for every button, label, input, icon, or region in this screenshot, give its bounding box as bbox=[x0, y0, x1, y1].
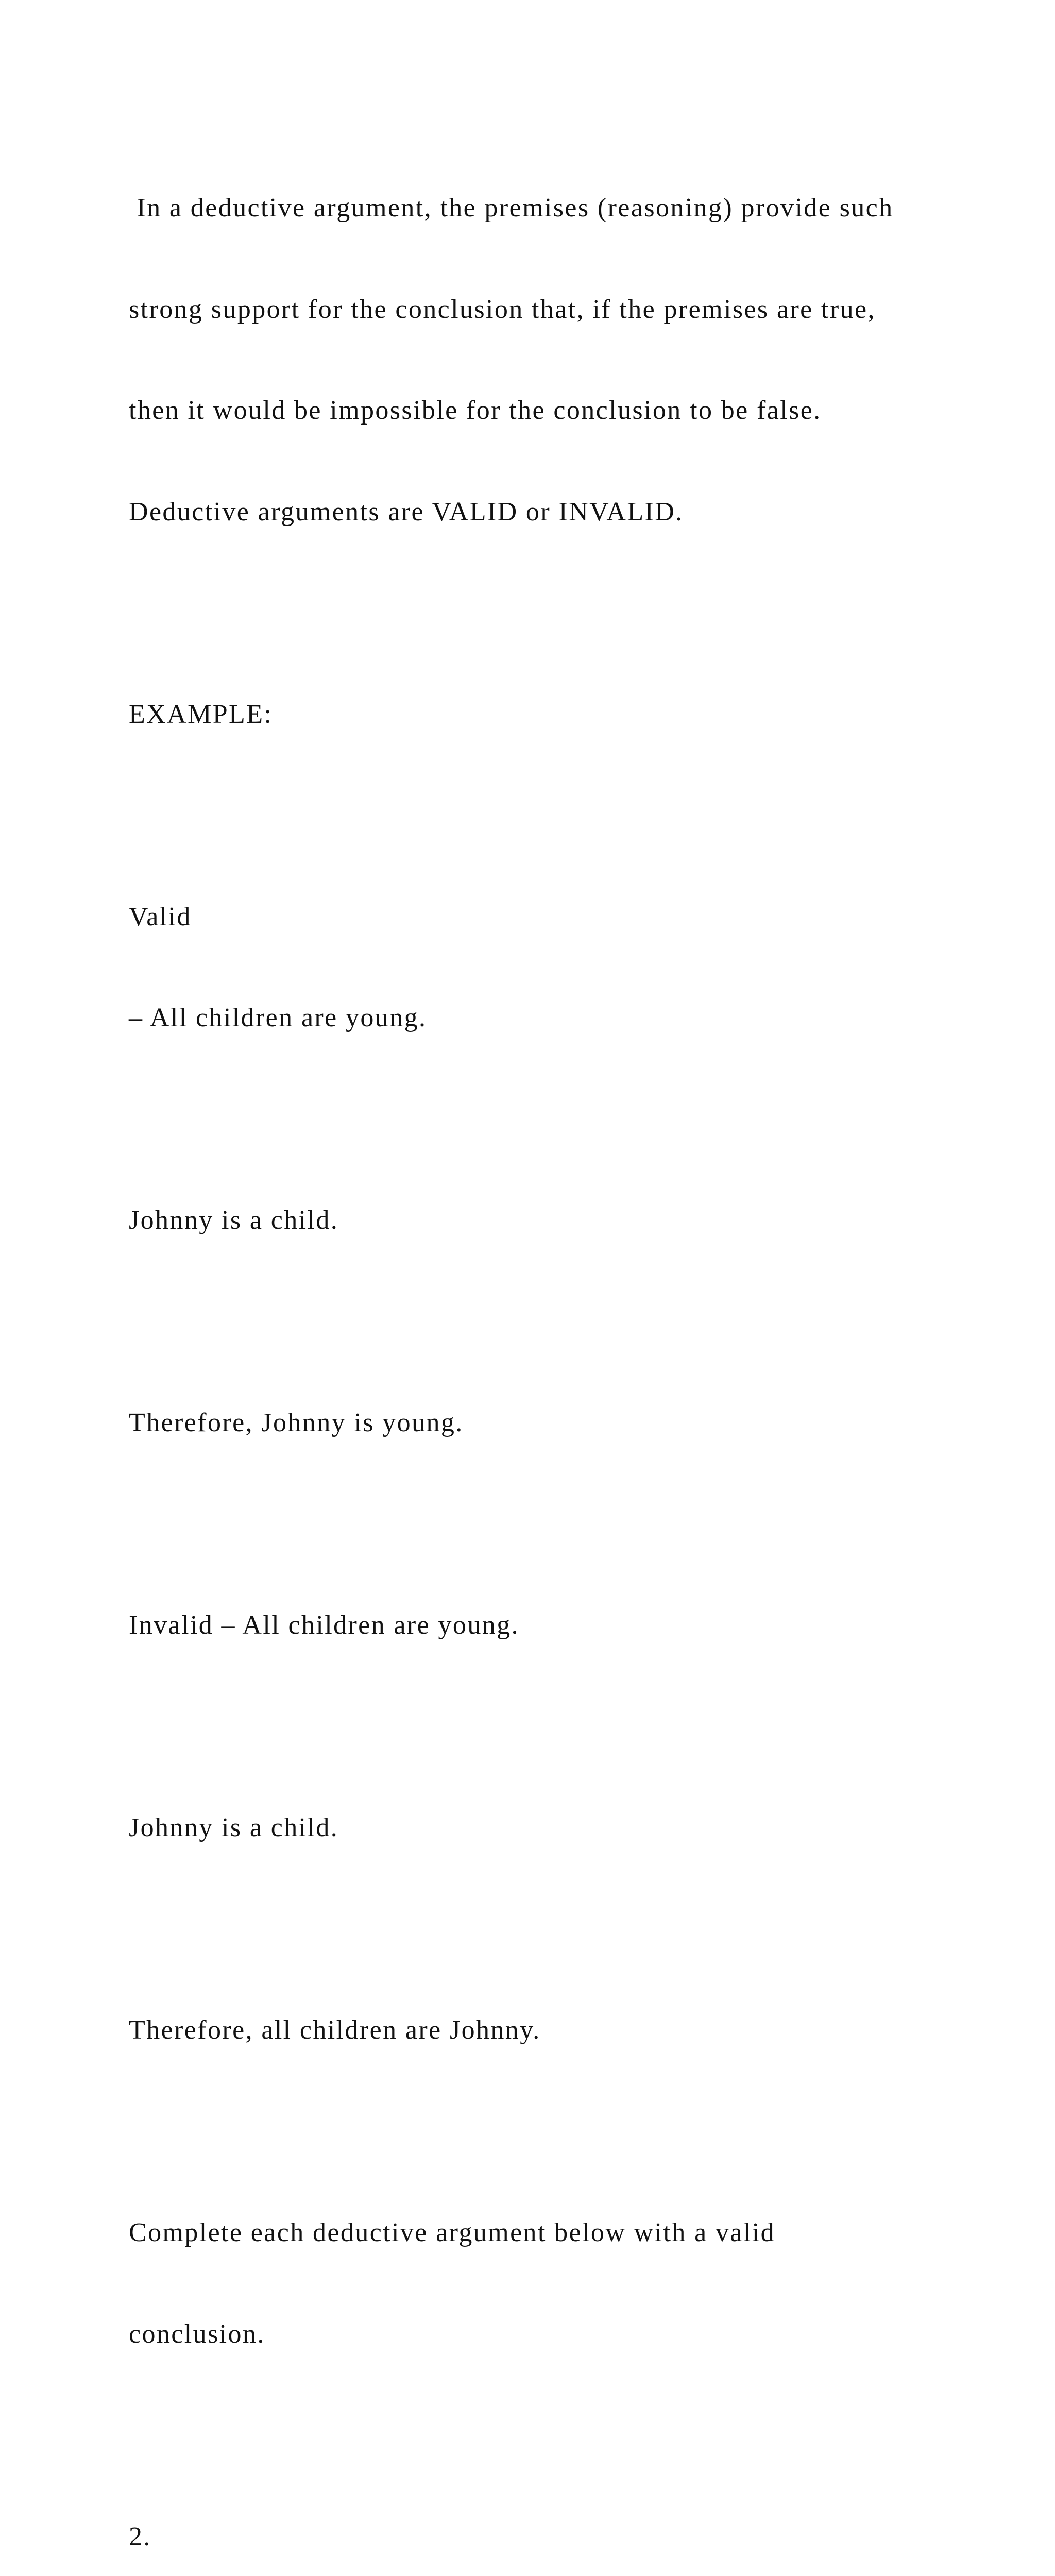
valid-label: Valid bbox=[129, 902, 192, 931]
spacer bbox=[129, 596, 979, 630]
valid-premise-2: Johnny is a child. bbox=[129, 1206, 339, 1235]
spacer bbox=[129, 1710, 979, 1744]
instructions-line-2: conclusion. bbox=[129, 2319, 265, 2349]
spacer bbox=[129, 1305, 979, 1339]
intro-line-3: then it would be impossible for the conclusion to be false. bbox=[129, 396, 822, 425]
spacer bbox=[129, 1507, 979, 1541]
intro-line-1: In a deductive argument, the premises (reasoning) provide such bbox=[129, 193, 894, 223]
intro-line-2: strong support for the conclusion that, if the premises are true, bbox=[129, 294, 876, 324]
valid-premise-1: – All children are young. bbox=[129, 1003, 427, 1032]
question-2-number: 2. bbox=[129, 2521, 151, 2551]
intro-line-4: Deductive arguments are VALID or INVALID. bbox=[129, 497, 684, 527]
spacer bbox=[129, 799, 979, 833]
invalid-premise-1: Invalid – All children are young. bbox=[129, 1611, 519, 1640]
valid-conclusion: Therefore, Johnny is young. bbox=[129, 1408, 464, 1437]
spacer bbox=[129, 1103, 979, 1137]
invalid-premise-2: Johnny is a child. bbox=[129, 1813, 339, 1842]
document-body bbox=[129, 124, 979, 2576]
invalid-conclusion: Therefore, all children are Johnny. bbox=[129, 2015, 541, 2045]
example-heading: EXAMPLE: bbox=[129, 699, 273, 729]
instructions-line-1: Complete each deductive argument below with a valid bbox=[129, 2218, 775, 2247]
spacer bbox=[129, 2418, 979, 2452]
spacer bbox=[129, 2115, 979, 2149]
spacer bbox=[129, 1912, 979, 1946]
